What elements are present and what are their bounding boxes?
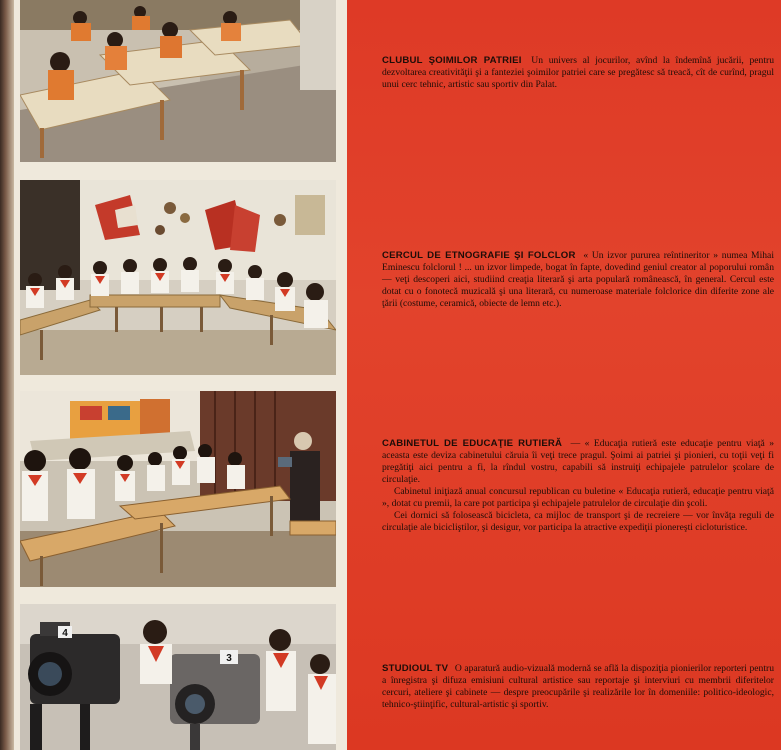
section-title: STUDIOUL TV [382, 663, 449, 674]
section-ethnography-circle [382, 250, 774, 310]
camera-number-4: 4 [62, 628, 68, 639]
section-title: CLUBUL ŞOIMILOR PATRIEI [382, 55, 522, 66]
section-body: — « Educaţia rutieră este educaţie pentru viaţă » aceasta este deviza cabinetului căruia îi veţi trece pragul. Şoimi ai patriei şi pionieri, cu toţii veţi fi pregătiţi aici pentru a fi, la rîndul vostru, capabili să instruiţi echipajele patrulelor şcolare de circulaţie. [382, 438, 774, 485]
section-body: Un univers al jocurilor, avînd la îndemînă jucării, pentru dezvoltarea creativităţii şi a fanteziei şoimilor patriei care se pregătesc să treacă, cît de curînd, pragul unui cerc tehnic, artistic sau sportiv din Palat. [382, 55, 775, 90]
photo-tv-studio [20, 604, 336, 750]
photo-falcons-club [20, 0, 336, 162]
section-title: CABINETUL DE EDUCAŢIE RUTIERĂ [382, 438, 563, 449]
section-body: « Un izvor pururea reîntineritor » numea Mihai Eminescu folclorul ! ... un izvor limpede, bogat în fapte, dovedind geniul creator al poporului român — veţi descoperi aici, studiind creaţia literară şi arta populară românească, în general. Cercul este dotat cu o fonotecă muzicală şi una literară, cu numeroase materiale folclorice din diferite zone ale ţării (costume, ceramică, obiecte de lemn etc.). [382, 250, 774, 309]
section-body: O aparatură audio-vizuală modernă se află la dispoziţia pionierilor reporteri pentru a înregistra şi difuza emisiuni cultural artistice sau reportaje şi interviuri cu membrii diferitelor cercuri, ateliere şi cabinete — despre preocupările şi realizările lor în domeniile: politico-ideologic, tehnico-ştiinţific, cultural-artistic şi sportiv. [382, 663, 774, 710]
photo-column [14, 0, 347, 750]
photo-traffic-education [20, 391, 336, 587]
section-traffic-education [382, 438, 774, 534]
section-title: CERCUL DE ETNOGRAFIE ŞI FOLCLOR [382, 250, 576, 261]
text-panel [347, 0, 781, 750]
section-paragraph-3: Cei dornici să folosească bicicleta, ca mijloc de transport şi de recreiere — vor învăţa reguli de circulaţie ale bicicliştilor, şi desigur, vor participa la atractive expediţii pionereşti cicloturistice. [382, 510, 774, 533]
section-falcons-club [382, 55, 774, 91]
page-gutter [0, 0, 14, 750]
photo-ethnography-circle [20, 180, 336, 375]
section-tv-studio [382, 663, 774, 711]
section-paragraph-2: Cabinetul iniţiază anual concursul republican cu buletine « Educaţia rutieră, educaţie pentru viaţă », dotat cu premii, la care pot participa şi echipajele patrulelor de circulaţie din şcoli. [382, 486, 774, 509]
camera-number-3: 3 [226, 653, 232, 664]
